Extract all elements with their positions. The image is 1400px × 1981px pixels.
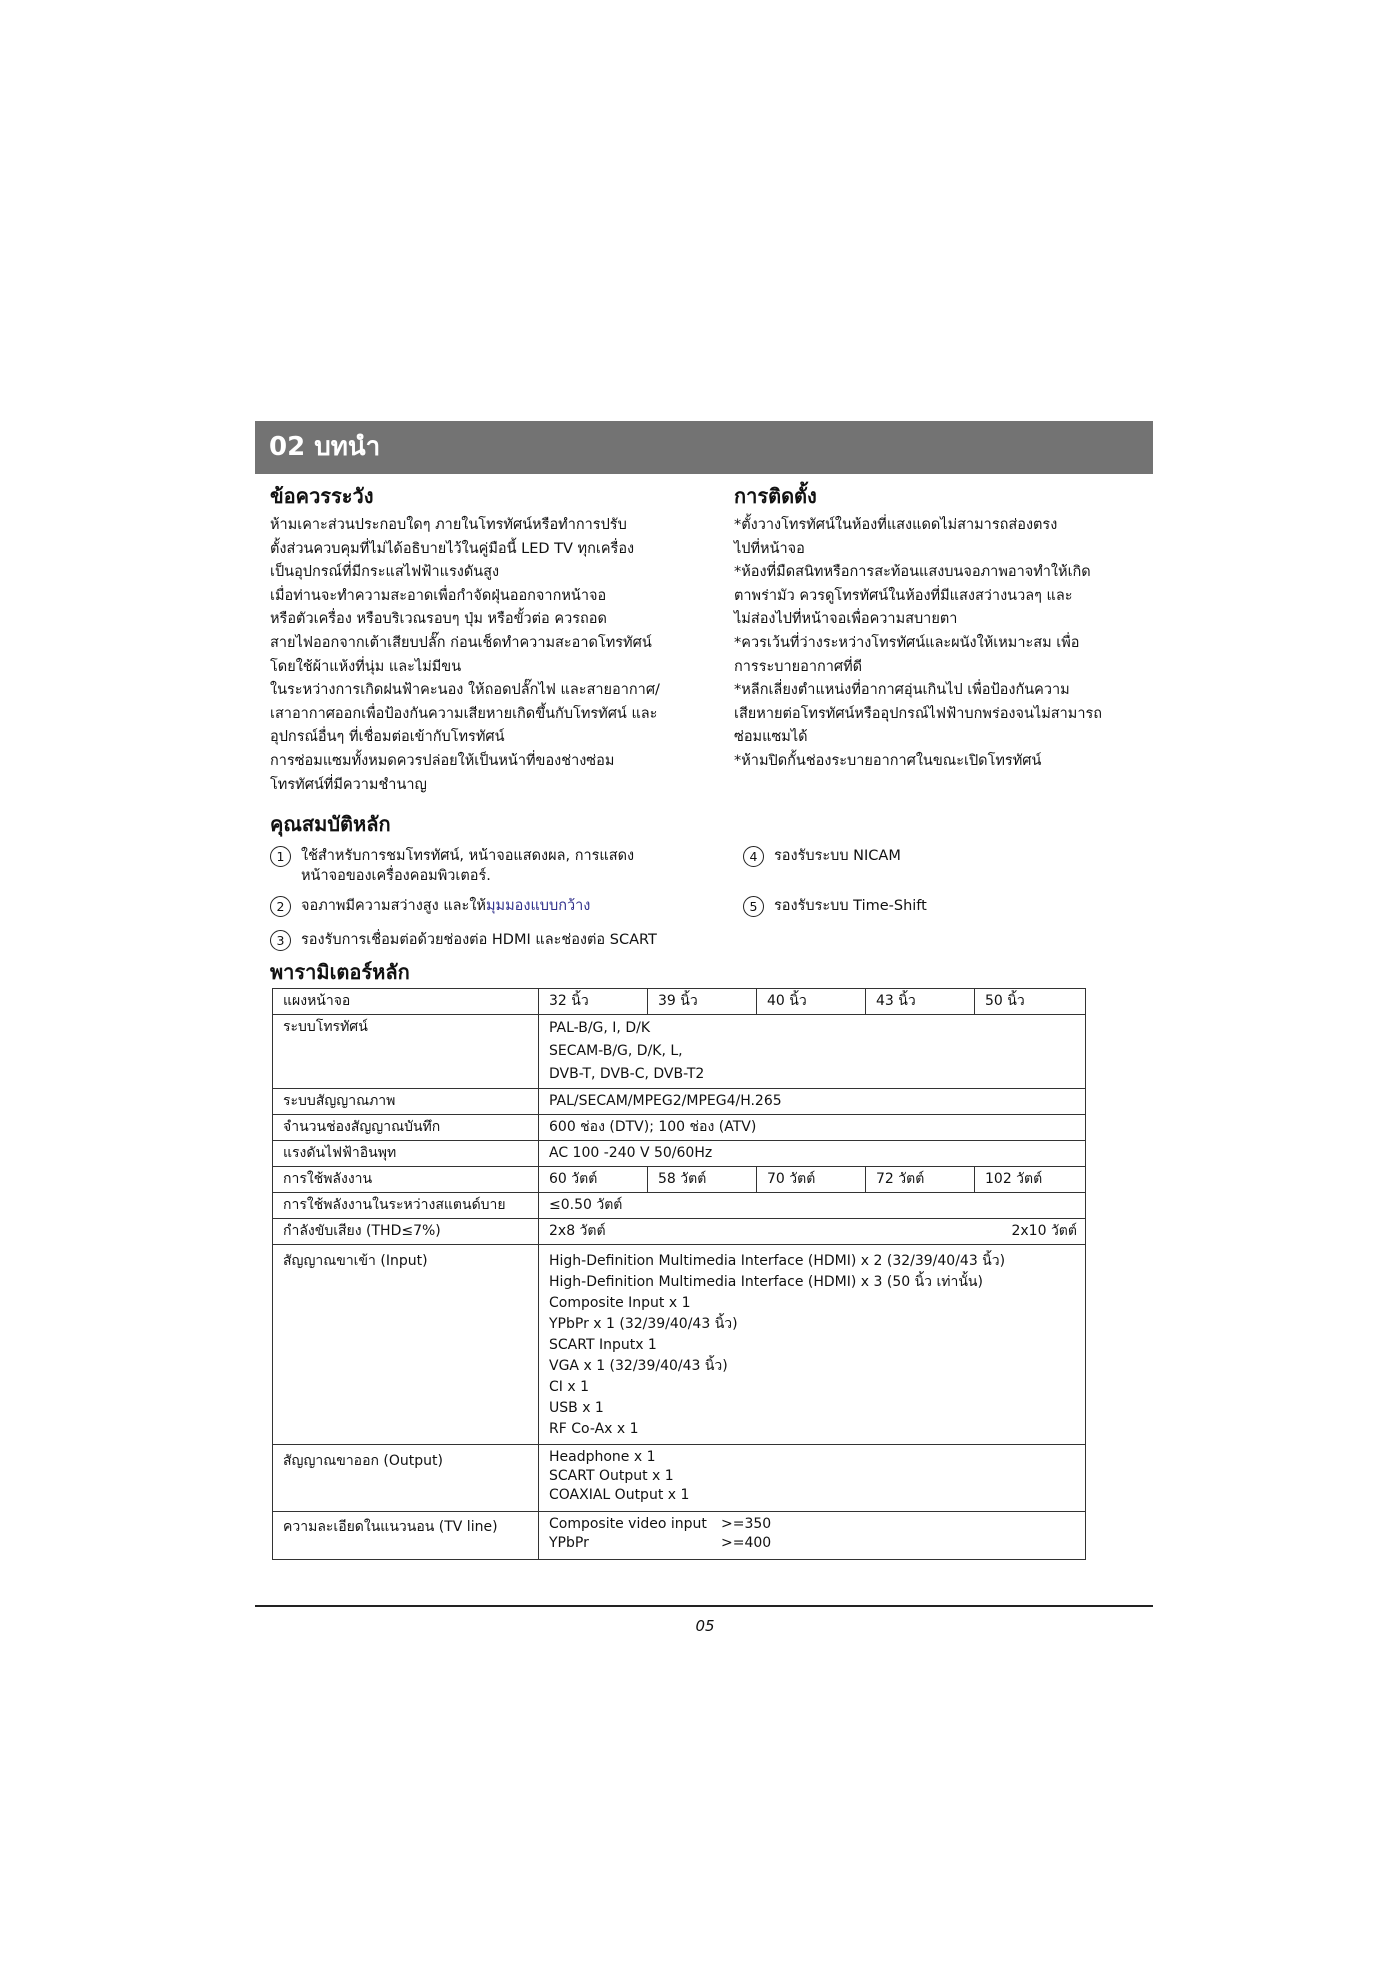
installation-line: การระบายอากาศที่ดี [734,658,863,675]
cautions-line: สายไฟออกจากเต้าเสียบปลั๊ก ก่อนเช็ดทำความสะอาดโทรทัศน์ [270,634,652,651]
cell-value: >=400 [721,1535,772,1551]
cell-line: Composite video input [549,1516,707,1532]
cell-line: CI x 1 [549,1379,589,1395]
feature-text: รองรับระบบ NICAM [774,848,901,864]
cell-line: PAL-B/G, I, D/K [549,1020,651,1036]
footer-divider [255,1605,1153,1607]
row-label: สัญญาณขาออก (Output) [273,1445,539,1512]
table-cell: 60 วัตต์ [539,1167,648,1193]
row-label: การใช้พลังงาน [273,1167,539,1193]
installation-line: ไม่ส่องไปที่หน้าจอเพื่อความสบายตา [734,611,958,628]
row-label: ความละเอียดในแนวนอน (TV line) [273,1512,539,1560]
cell-line: High-Definition Multimedia Interface (HDMI) x 2 (32/39/40/43 นิ้ว) [549,1253,1006,1269]
feature-number: 3 [270,930,291,951]
feature-text: รองรับการเชื่อมต่อด้วยช่องต่อ HDMI และช่องต่อ SCART [301,932,657,948]
feature-text-highlight: มุมมองแบบกว้าง [485,898,591,914]
table-cell: 50 นิ้ว [975,989,1086,1015]
cautions-line: ในระหว่างการเกิดฝนฟ้าคะนอง ให้ถอดปลั๊กไฟ และสายอากาศ/ [270,682,660,699]
cautions-line: เสาอากาศออกเพื่อป้องกันความเสียหายเกิดขึ้นกับโทรทัศน์ และ [270,705,658,722]
table-row [273,1115,1086,1141]
cell-line: VGA x 1 (32/39/40/43 นิ้ว) [549,1358,728,1374]
table-row [273,1167,1086,1193]
table-cell: 43 นิ้ว [866,989,975,1015]
cell-line: DVB-T, DVB-C, DVB-T2 [549,1066,705,1082]
table-row [273,1245,1086,1445]
installation-line: ตาพร่ามัว ควรดูโทรทัศน์ในห้องที่มีแสงสว่างนวลๆ และ [734,587,1073,604]
table-cell: 32 นิ้ว [539,989,648,1015]
cell-value: >=350 [721,1516,772,1532]
table-cell [539,1015,1086,1089]
table-cell: 39 นิ้ว [648,989,757,1015]
installation-line: *ตั้งวางโทรทัศน์ในห้องที่แสงแดดไม่สามารถส่องตรง [734,517,1058,533]
row-label: แรงดันไฟฟ้าอินพุท [273,1141,539,1167]
row-label: สัญญาณขาเข้า (Input) [273,1245,539,1445]
cautions-line: หรือตัวเครื่อง หรือบริเวณรอบๆ ปุ่ม หรือขั้วต่อ ควรถอด [270,611,607,628]
feature-number: 1 [270,846,291,867]
installation-section [734,480,1154,774]
row-label: กำลังขับเสียง (THD≤7%) [273,1219,539,1245]
cell-line: SECAM-B/G, D/K, L, [549,1043,683,1059]
features-title: คุณสมบัติหลัก [270,812,391,836]
cell-line: RF Co-Ax x 1 [549,1421,639,1437]
table-cell: 58 วัตต์ [648,1167,757,1193]
table-row [273,1219,1086,1245]
installation-line: ซ่อมแซมได้ [734,729,808,746]
row-label: การใช้พลังงานในระหว่างสแตนด์บาย [273,1193,539,1219]
cautions-line: ตั้งส่วนควบคุมที่ไม่ได้อธิบายไว้ในคู่มือนี้ LED TV ทุกเครื่อง [270,540,635,557]
cell-line: SCART Inputx 1 [549,1337,657,1353]
table-cell: PAL/SECAM/MPEG2/MPEG4/H.265 [539,1089,1086,1115]
table-row [273,1141,1086,1167]
cell-line: High-Definition Multimedia Interface (HDMI) x 3 (50 นิ้ว เท่านั้น) [549,1274,983,1290]
section-title: 02 บทนำ [269,432,381,462]
table-cell [539,1512,1086,1560]
table-cell: 2x10 วัตต์ [975,1219,1086,1245]
cell-line: YPbPr [549,1535,589,1551]
feature-text: รองรับระบบ Time-Shift [774,898,927,914]
feature-text: หน้าจอของเครื่องคอมพิวเตอร์. [301,868,491,884]
feature-number: 5 [743,896,764,917]
installation-title: การติดตั้ง [734,484,817,508]
table-row [273,989,1086,1015]
cautions-text [270,514,710,797]
cell-line: SCART Output x 1 [549,1468,674,1484]
row-label: ระบบโทรทัศน์ [273,1015,539,1089]
table-cell: 40 นิ้ว [757,989,866,1015]
cell-line: USB x 1 [549,1400,604,1416]
feature-text: จอภาพมีความสว่างสูง และให้ [301,898,486,914]
cautions-line: เป็นอุปกรณ์ที่มีกระแสไฟฟ้าแรงดันสูง [270,564,500,581]
table-row [273,1193,1086,1219]
cautions-line: ห้ามเคาะส่วนประกอบใดๆ ภายในโทรทัศน์หรือทำการปรับ [270,517,627,533]
table-row [273,1015,1086,1089]
cell-line: COAXIAL Output x 1 [549,1487,690,1503]
cautions-line: โทรทัศน์ที่มีความชำนาญ [270,776,427,793]
installation-line: *ควรเว้นที่ว่างระหว่างโทรทัศน์และผนังให้เหมาะสม เพื่อ [734,634,1080,651]
feature-text: ใช้สำหรับการชมโทรทัศน์, หน้าจอแสดงผล, การแสดง [301,848,635,864]
table-row [273,1512,1086,1560]
table-cell: 2x8 วัตต์ [539,1219,975,1245]
params-title: พารามิเตอร์หลัก [270,960,410,984]
table-cell: ≤0.50 วัตต์ [539,1193,1086,1219]
cautions-line: โดยใช้ผ้าแห้งที่นุ่ม และไม่มีขน [270,658,462,675]
cautions-line: เมื่อท่านจะทำความสะอาดเพื่อกำจัดฝุ่นออกจากหน้าจอ [270,587,607,604]
cautions-line: อุปกรณ์อื่นๆ ที่เชื่อมต่อเข้ากับโทรทัศน์ [270,729,505,746]
table-cell: 600 ช่อง (DTV); 100 ช่อง (ATV) [539,1115,1086,1141]
cautions-title: ข้อควรระวัง [270,484,374,508]
table-cell [539,1445,1086,1512]
table-cell: AC 100 -240 V 50/60Hz [539,1141,1086,1167]
row-label: ระบบสัญญาณภาพ [273,1089,539,1115]
table-cell: 102 วัตต์ [975,1167,1086,1193]
page-number: 05 [695,1617,715,1635]
table-cell: 70 วัตต์ [757,1167,866,1193]
installation-line: *หลีกเลี่ยงตำแหน่งที่อากาศอุ่นเกินไป เพื่อป้องกันความ [734,682,1070,699]
cautions-section [270,480,710,797]
row-label: แผงหน้าจอ [273,989,539,1015]
table-cell: 72 วัตต์ [866,1167,975,1193]
table-row [273,1445,1086,1512]
installation-line: เสียหายต่อโทรทัศน์หรืออุปกรณ์ไฟฟ้าบกพร่องจนไม่สามารถ [734,705,1103,722]
cell-line: YPbPr x 1 (32/39/40/43 นิ้ว) [549,1316,738,1332]
installation-line: *ห้ามปิดกั้นช่องระบายอากาศในขณะเปิดโทรทัศน์ [734,752,1042,769]
table-row [273,1089,1086,1115]
cautions-line: การซ่อมแซมทั้งหมดควรปล่อยให้เป็นหน้าที่ของช่างซ่อม [270,752,615,769]
feature-number: 2 [270,896,291,917]
feature-number: 4 [743,846,764,867]
installation-text [734,514,1154,774]
table-cell [539,1245,1086,1445]
cell-line: Headphone x 1 [549,1449,656,1465]
installation-line: *ห้องที่มืดสนิทหรือการสะท้อนแสงบนจอภาพอาจทำให้เกิด [734,564,1091,581]
row-label: จำนวนช่องสัญญาณบันทึก [273,1115,539,1141]
installation-line: ไปที่หน้าจอ [734,540,805,557]
spec-table [272,988,1086,1560]
section-header-bar [255,421,1153,474]
cell-line: Composite Input x 1 [549,1295,691,1311]
